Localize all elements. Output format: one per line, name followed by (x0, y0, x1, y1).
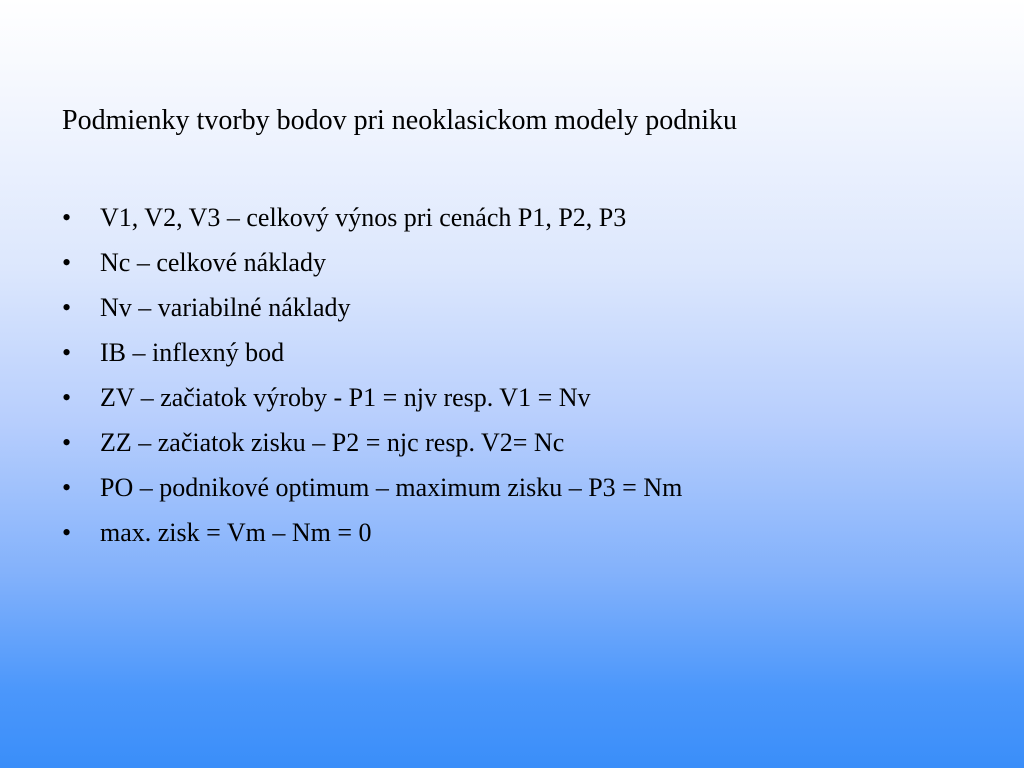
bullet-dot: • (62, 473, 72, 502)
bullet-text: max. zisk = Vm – Nm = 0 (100, 518, 372, 547)
bullet-text: IB – inflexný bod (100, 338, 285, 367)
bullet-text: PO – podnikové optimum – maximum zisku – P3 = Nm (100, 473, 683, 502)
bullet-dot: • (62, 293, 72, 322)
bullet-text: Nv – variabilné náklady (100, 293, 351, 322)
bullet-dot: • (62, 203, 72, 232)
bullet-dot: • (62, 383, 72, 412)
bullet-text: V1, V2, V3 – celkový výnos pri cenách P1, P2, P3 (100, 203, 627, 232)
bullet-text: Nc – celkové náklady (100, 248, 326, 277)
bullet-dot: • (62, 248, 72, 277)
bullet-text: ZV – začiatok výroby - P1 = njv resp. V1 = Nv (100, 383, 591, 412)
bullet-text: ZZ – začiatok zisku – P2 = njc resp. V2= Nc (100, 428, 565, 457)
bullet-dot: • (62, 338, 72, 367)
bullet-dot: • (62, 428, 72, 457)
slide-title: Podmienky tvorby bodov pri neoklasickom modely podniku (62, 105, 738, 136)
bullet-dot: • (62, 518, 72, 547)
